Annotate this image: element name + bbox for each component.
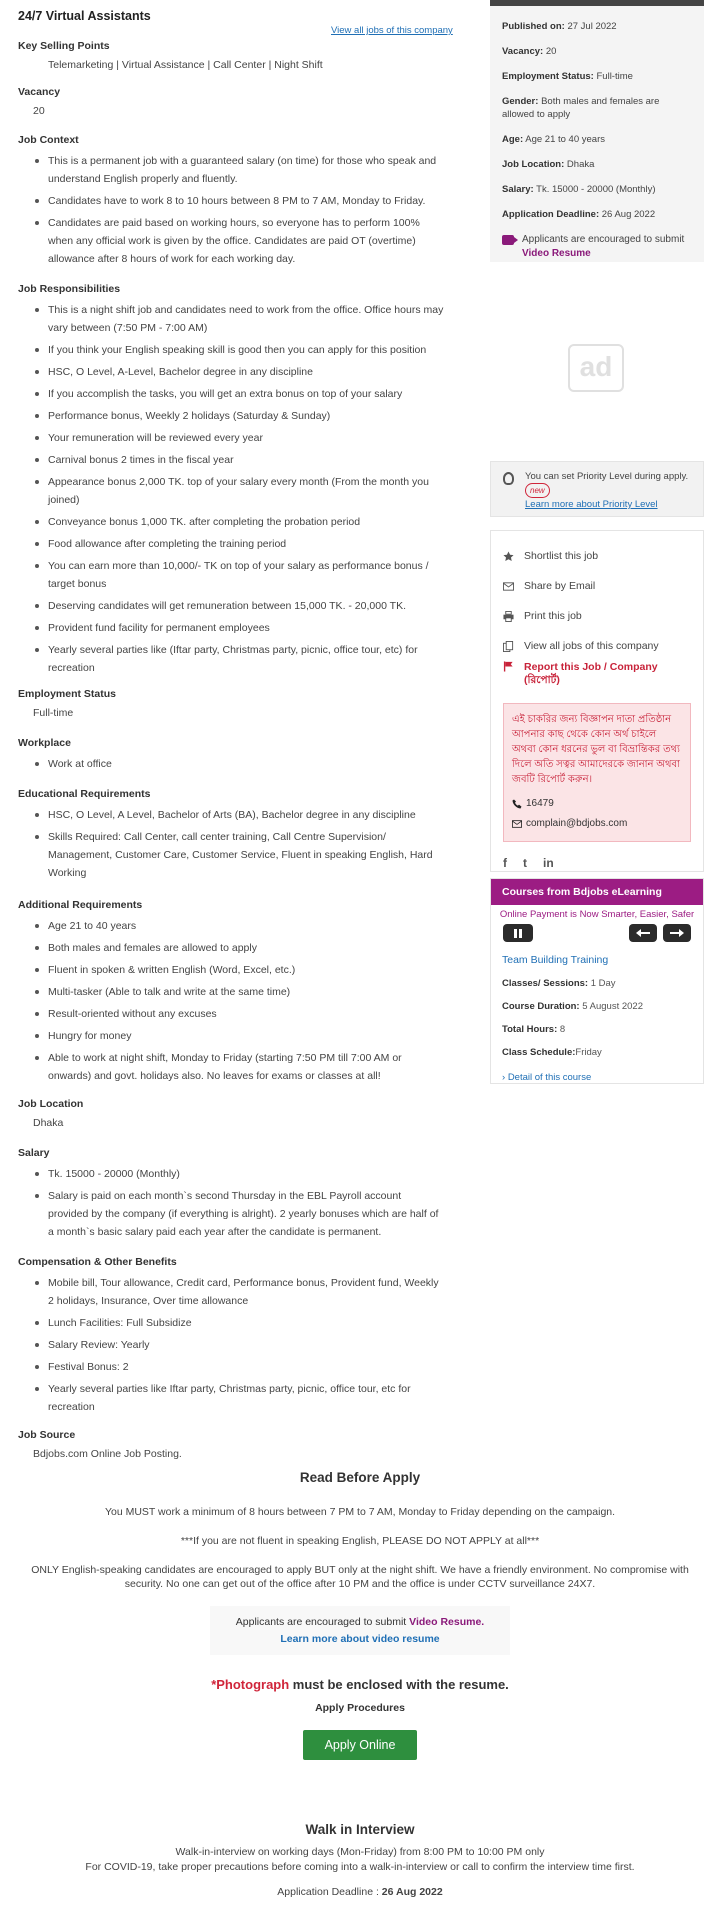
course-value: 1 Day (588, 978, 616, 989)
action-label: Print this job (524, 610, 582, 622)
summary-value: Tk. 15000 - 20000 (Monthly) (533, 184, 656, 195)
list-item: This is a night shift job and candidates need to work from the office. Office hours may vary between (7:50 PM - 7:00 AM) (48, 301, 448, 337)
apply-online-button[interactable]: Apply Online (303, 1730, 418, 1760)
view-all-jobs-button[interactable] (503, 631, 691, 661)
video-resume-box (210, 1606, 510, 1655)
education-section (18, 788, 448, 886)
vacancy-section (18, 86, 448, 119)
arrow-right-icon (670, 929, 684, 937)
list-item: Salary is paid on each month`s second Thursday in the EBL Payroll account provided by the company (if everything is alright). 2 yearly bonuses which are half of a month`s basic salary paid each year after the candidate is permanent. (48, 1187, 448, 1241)
ad-placeholder: ad (568, 344, 624, 392)
additional-requirements-section (18, 899, 448, 1089)
list-item: HSC, O Level, A-Level, Bachelor degree in any discipline (48, 363, 448, 381)
compensation-section (18, 1256, 448, 1420)
video-camera-icon (502, 235, 514, 245)
chevron-right-icon: › (502, 1072, 506, 1083)
list-item: Provident fund facility for permanent employees (48, 619, 448, 637)
priority-level-box (490, 461, 704, 517)
envelope-icon (512, 819, 522, 829)
summary-label: Salary: (502, 184, 534, 195)
course-value: 8 (557, 1024, 566, 1035)
envelope-icon (503, 581, 514, 592)
list-item: HSC, O Level, A Level, Bachelor of Arts (BA), Bachelor degree in any discipline (48, 806, 448, 824)
summary-value: Dhaka (564, 159, 595, 170)
pause-icon (514, 929, 522, 938)
job-title: 24/7 Virtual Assistants (18, 9, 151, 23)
job-location-section (18, 1098, 448, 1131)
apply-procedures-heading: Apply Procedures (315, 1702, 405, 1714)
courses-panel (490, 878, 704, 1084)
list-item: Result-oriented without any excuses (48, 1005, 448, 1023)
list-item: If you think your English speaking skill is good then you can apply for this position (48, 341, 448, 359)
walkin-line1: Walk-in-interview on working days (Mon-Friday) from 8:00 PM to 10:00 PM only (175, 1846, 545, 1858)
job-responsibilities-section (18, 283, 448, 681)
action-label: Shortlist this job (524, 550, 599, 562)
video-note-text: Applicants are encouraged to submit (522, 234, 685, 245)
video-prefix: Applicants are encouraged to submit (235, 1616, 407, 1628)
courses-header: Courses from Bdjobs eLearning (491, 879, 703, 905)
course-title-link[interactable]: Team Building Training (502, 954, 609, 966)
salary-section (18, 1147, 448, 1245)
copy-icon (503, 641, 514, 652)
employment-status-section (18, 688, 448, 721)
list-item: Yearly several parties like (Iftar party, Christmas party, picnic, office tour, etc) for recreation (48, 641, 448, 677)
print-job-button[interactable] (503, 601, 691, 631)
list-item: Tk. 15000 - 20000 (Monthly) (48, 1165, 448, 1183)
section-heading: Job Source (18, 1429, 76, 1441)
priority-learn-link[interactable]: Learn more about Priority Level (525, 499, 658, 510)
flag-icon (503, 661, 514, 672)
section-heading: Additional Requirements (18, 899, 143, 911)
list-item: Multi-tasker (Able to talk and write at the same time) (48, 983, 448, 1001)
summary-label: Published on: (502, 21, 565, 32)
action-label: Share by Email (524, 580, 596, 592)
report-label: Report this Job / Company (রিপোর্ট) (524, 661, 658, 686)
pause-button[interactable] (503, 924, 533, 942)
summary-value: Full-time (593, 71, 633, 82)
list-item: Conveyance bonus 1,000 TK. after completing the probation period (48, 513, 448, 531)
deadline-label: Application Deadline : (277, 1886, 382, 1898)
vacancy-value: 20 (33, 105, 45, 117)
section-heading: Job Context (18, 134, 79, 146)
summary-label: Application Deadline: (502, 209, 600, 220)
course-label: Class Schedule: (502, 1047, 576, 1058)
list-item: Appearance bonus 2,000 TK. top of your salary every month (From the month you joined) (48, 473, 448, 509)
carousel-controls (491, 920, 703, 946)
share-email-button[interactable] (503, 571, 691, 601)
section-heading: Salary (18, 1147, 50, 1159)
section-heading: Workplace (18, 737, 71, 749)
arrow-left-icon (636, 929, 650, 937)
social-links (503, 856, 691, 870)
facebook-icon[interactable]: f (503, 856, 507, 870)
employment-status-value: Full-time (33, 707, 74, 719)
course-label: Total Hours: (502, 1024, 558, 1035)
job-summary-box (490, 0, 704, 262)
section-heading: Compensation & Other Benefits (18, 1256, 177, 1268)
workplace-section (18, 737, 448, 777)
photograph-rest: must be enclosed with the resume. (289, 1677, 509, 1692)
list-item: Yearly several parties like Iftar party, Christmas party, picnic, office tour, etc for recreation (48, 1380, 448, 1416)
summary-value: Age 21 to 40 years (523, 134, 605, 145)
summary-value: 27 Jul 2022 (564, 21, 617, 32)
read-before-p3: ONLY English-speaking candidates are encouraged to apply BUT only at the night shift. We have a friendly environment. No compromise with security. No one can get out of the office after 10 PM and the office is under CCTV surveillance 24X7. (31, 1564, 689, 1590)
read-before-apply (18, 1470, 702, 1760)
list-item: Festival Bonus: 2 (48, 1358, 448, 1376)
deadline-value: 26 Aug 2022 (381, 1886, 443, 1898)
list-item: This is a permanent job with a guaranteed salary (on time) for those who speak and understand English properly and fluently. (48, 152, 448, 188)
phone-number: 16479 (526, 798, 554, 809)
read-before-p1: You MUST work a minimum of 8 hours between 7 PM to 7 AM, Monday to Friday depending on the campaign. (104, 1506, 616, 1518)
section-heading: Job Location (18, 1098, 84, 1110)
list-item: Candidates have to work 8 to 10 hours between 8 PM to 7 AM, Monday to Friday. (48, 192, 448, 210)
phone-contact (512, 795, 682, 813)
next-button[interactable] (663, 924, 691, 942)
bangla-notice-text: এই চাকরির জন্য বিজ্ঞাপন দাতা প্রতিষ্ঠান আপনার কাছ থেকে কোন অর্থ চাইলে অথবা কোন ধরনের ভুল বা বিভ্রান্তিকর তথ্য দিলে অতি সত্বর আমাদেরকে জানান অথবা জবটি রিপোর্ট করুন। (512, 714, 680, 785)
walkin-deadline (18, 1885, 702, 1900)
list-item: Food allowance after completing the training period (48, 535, 448, 553)
complain-email[interactable]: complain@bdjobs.com (526, 818, 628, 829)
key-selling-text: Telemarketing | Virtual Assistance | Call Center | Night Shift (48, 59, 323, 71)
section-heading: Key Selling Points (18, 40, 110, 52)
walkin-heading: Walk in Interview (305, 1822, 415, 1837)
lightbulb-icon (503, 472, 514, 485)
photograph-notice (18, 1677, 702, 1692)
job-source-section (18, 1429, 448, 1462)
list-item: Salary Review: Yearly (48, 1336, 448, 1354)
list-item: Performance bonus, Weekly 2 holidays (Saturday & Sunday) (48, 407, 448, 425)
list-item: Hungry for money (48, 1027, 448, 1045)
walkin-line2: For COVID-19, take proper precautions before coming into a walk-in-interview or call to confirm the interview time first. (85, 1861, 635, 1873)
priority-text: You can set Priority Level during apply. (525, 471, 689, 482)
summary-label: Employment Status: (502, 71, 594, 82)
view-all-jobs-link[interactable]: View all jobs of this company (331, 25, 453, 36)
star-icon (503, 551, 514, 562)
walk-in-interview (18, 1822, 702, 1900)
course-value: 5 August 2022 (579, 1001, 643, 1012)
list-item: Age 21 to 40 years (48, 917, 448, 935)
course-detail-link[interactable] (491, 1064, 703, 1091)
phone-icon (512, 799, 522, 809)
list-item: Mobile bill, Tour allowance, Credit card, Performance bonus, Provident fund, Weekly 2 holidays, Insurance, Over time allowance (48, 1274, 448, 1310)
section-heading: Vacancy (18, 86, 61, 98)
list-item: Able to work at night shift, Monday to Friday (starting 7:50 PM till 7:00 AM or onwards) and govt. holidays also. No leaves for exams or classes at all! (48, 1049, 448, 1085)
printer-icon (503, 611, 514, 622)
twitter-icon[interactable]: t (523, 856, 527, 870)
list-item: Lunch Facilities: Full Subsidize (48, 1314, 448, 1332)
list-item: If you accomplish the tasks, you will get an extra bonus on top of your salary (48, 385, 448, 403)
job-location-value: Dhaka (33, 1117, 64, 1129)
job-actions-panel (490, 530, 704, 872)
course-value: Friday (575, 1047, 602, 1058)
sidebar-video-resume-link[interactable]: Video Resume (522, 248, 591, 259)
new-badge: new (525, 483, 550, 498)
key-selling-section (18, 40, 448, 73)
list-item: Fluent in spoken & written English (Word, Excel, etc.) (48, 961, 448, 979)
job-context-section (18, 134, 448, 272)
list-item: Your remuneration will be reviewed every year (48, 429, 448, 447)
list-item: Candidates are paid based on working hours, so everyone has to perform 100% when any official work is given by the office. Candidates are paid OT (overtime) allowance after 8 hours of work for each working day. (48, 214, 448, 268)
courses-subtitle: Online Payment is Now Smarter, Easier, Safer (499, 909, 695, 920)
course-label: Course Duration: (502, 1001, 580, 1012)
summary-value: 20 (543, 46, 557, 57)
summary-value: 26 Aug 2022 (599, 209, 656, 220)
summary-label: Gender: (502, 96, 539, 107)
summary-label: Job Location: (502, 159, 565, 170)
report-notice-box (503, 703, 691, 842)
summary-label: Age: (502, 134, 524, 145)
email-contact (512, 815, 682, 833)
action-label: View all jobs of this company (524, 640, 659, 652)
learn-video-resume-link[interactable]: Learn more about video resume (280, 1633, 440, 1645)
photograph-label: *Photograph (211, 1677, 290, 1692)
course-label: Classes/ Sessions: (502, 978, 589, 989)
list-item: Skills Required: Call Center, call center training, Call Centre Supervision/ Management, Customer Care, Customer Service, Fluent in speaking English, Hard Working (48, 828, 448, 882)
list-item: Deserving candidates will get remuneration between 15,000 TK. - 20,000 TK. (48, 597, 448, 615)
prev-button[interactable] (629, 924, 657, 942)
read-before-p2: ***If you are not fluent in speaking English, PLEASE DO NOT APPLY at all*** (180, 1535, 540, 1547)
read-before-heading: Read Before Apply (299, 1470, 421, 1485)
list-item: Both males and females are allowed to apply (48, 939, 448, 957)
linkedin-icon[interactable]: in (543, 856, 554, 870)
shortlist-job-button[interactable] (503, 541, 691, 571)
list-item: Work at office (48, 755, 448, 773)
list-item: You can earn more than 10,000/- TK on top of your salary as performance bonus / target bonus (48, 557, 448, 593)
section-heading: Job Responsibilities (18, 283, 121, 295)
list-item: Carnival bonus 2 times in the fiscal year (48, 451, 448, 469)
video-resume-note (502, 233, 692, 261)
job-source-value: Bdjobs.com Online Job Posting. (33, 1448, 182, 1460)
section-heading: Employment Status (18, 688, 117, 700)
summary-value: Both males and females are allowed to apply (502, 96, 660, 120)
video-resume-link[interactable]: Video Resume. (409, 1616, 485, 1628)
summary-label: Vacancy: (502, 46, 544, 57)
section-heading: Educational Requirements (18, 788, 151, 800)
detail-label: Detail of this course (507, 1072, 592, 1083)
report-job-button[interactable] (503, 661, 691, 701)
